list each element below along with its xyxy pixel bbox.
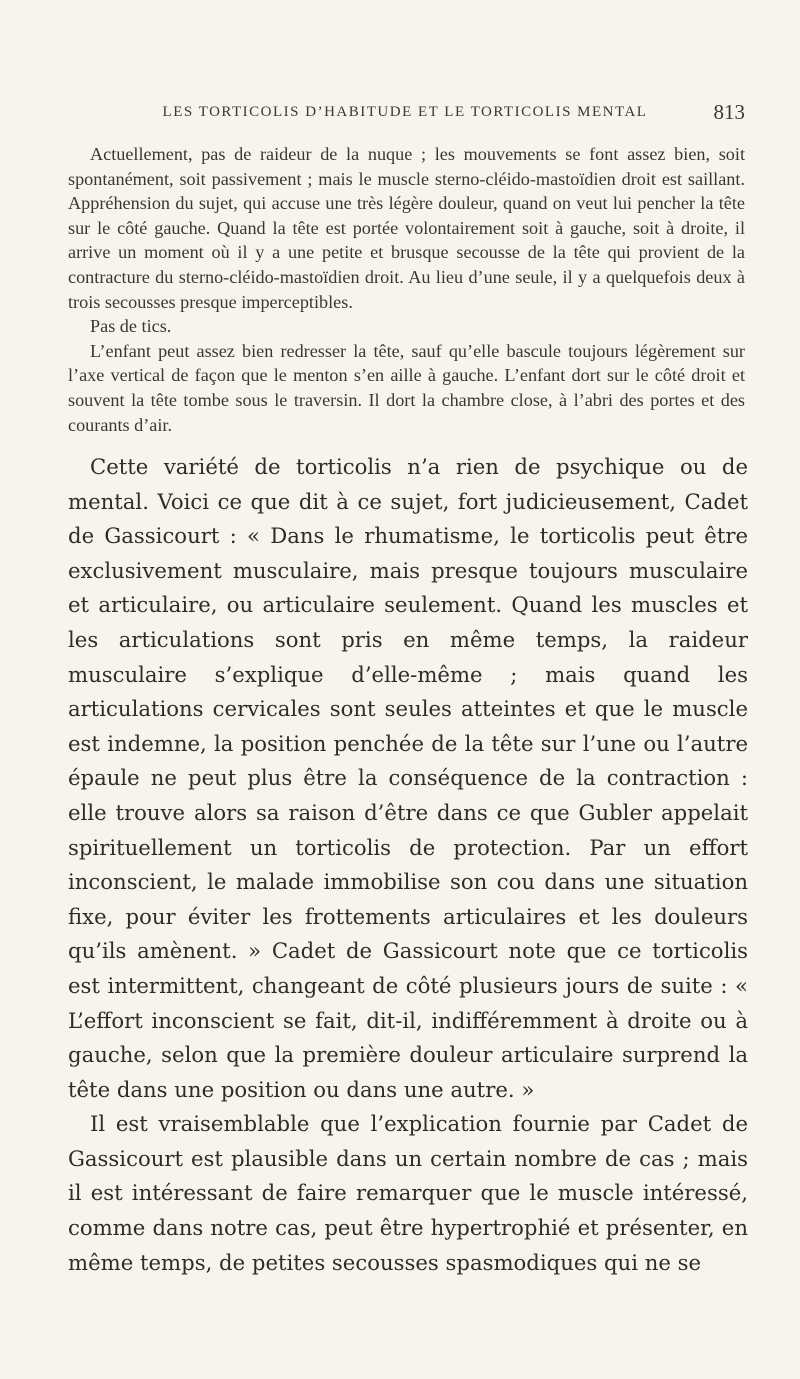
paragraph: L’enfant peut assez bien redresser la tête, sauf qu’elle bascule toujours légèrement sur l’axe vertical de façon que le menton s’en aille à gauche. L’enfant dort sur le côté droit et souvent la tête tombe sous le traversin. Il dort la chambre close, à l’abri des portes et des courants d’air. — [68, 340, 745, 435]
paragraph: Il est vraisemblable que l’explication fournie par Cadet de Gassicourt est plausible dans un certain nombre de cas ; mais il est intéressant de faire remarquer que le muscle intéressé, comme dans notre cas, peut être hypertrophié et présenter, en même temps, de petites secousses spasmodiques qui ne se — [68, 1111, 748, 1275]
running-title: LES TORTICOLIS D’HABITUDE ET LE TORTICOLIS MENTAL — [162, 104, 648, 120]
page-number: 813 — [713, 100, 745, 124]
commentary-block — [68, 450, 748, 1280]
paragraph: Pas de tics. — [90, 316, 172, 337]
running-head — [105, 100, 745, 128]
paragraph: Actuellement, pas de raideur de la nuque ; les mouvements se font assez bien, soit spontanément, soit passivement ; mais le muscle sterno-cléido-mastoïdien droit est saillant. Appréhension du sujet, qui accuse une très légère douleur, quand on veut lui pencher la tête sur le côté gauche. Quand la tête est portée volontairement soit à gauche, soit à droite, il arrive un moment où il y a une petite et brusque secousse de la tête qui provient de la contracture du sterno-cléido-mastoïdien droit. Au lieu d’une seule, il y a quelquefois deux à trois secousses presque imperceptibles. — [68, 144, 745, 312]
observation-block — [68, 142, 745, 437]
paragraph: Cette variété de torticolis n’a rien de psychique ou de mental. Voici ce que dit à ce sujet, fort judicieusement, Cadet de Gassicourt : « Dans le rhumatisme, le torticolis peut être exclusivement musculaire, mais presque toujours musculaire et articulaire, ou articulaire seulement. Quand les muscles et les articulations sont pris en même temps, la raideur musculaire s’explique d’elle-même ; mais quand les articulations cervicales sont seules atteintes et que le muscle est indemne, la position penchée de la tête sur l’une ou l’autre épaule ne peut plus être la conséquence de la contraction : elle trouve alors sa raison d’être dans ce que Gubler appelait spirituellement un torticolis de protection. Par un effort inconscient, le malade immobilise son cou dans une situation fixe, pour éviter les frottements articulaires et les douleurs qu’ils amènent. » Cadet de Gassicourt note que ce torticolis est intermittent, changeant de côté plusieurs jours de suite : « L’effort inconscient se fait, dit-il, indifféremment à droite ou à gauche, selon que la première douleur articulaire surprend la tête dans une position ou dans une autre. » — [68, 454, 748, 1102]
